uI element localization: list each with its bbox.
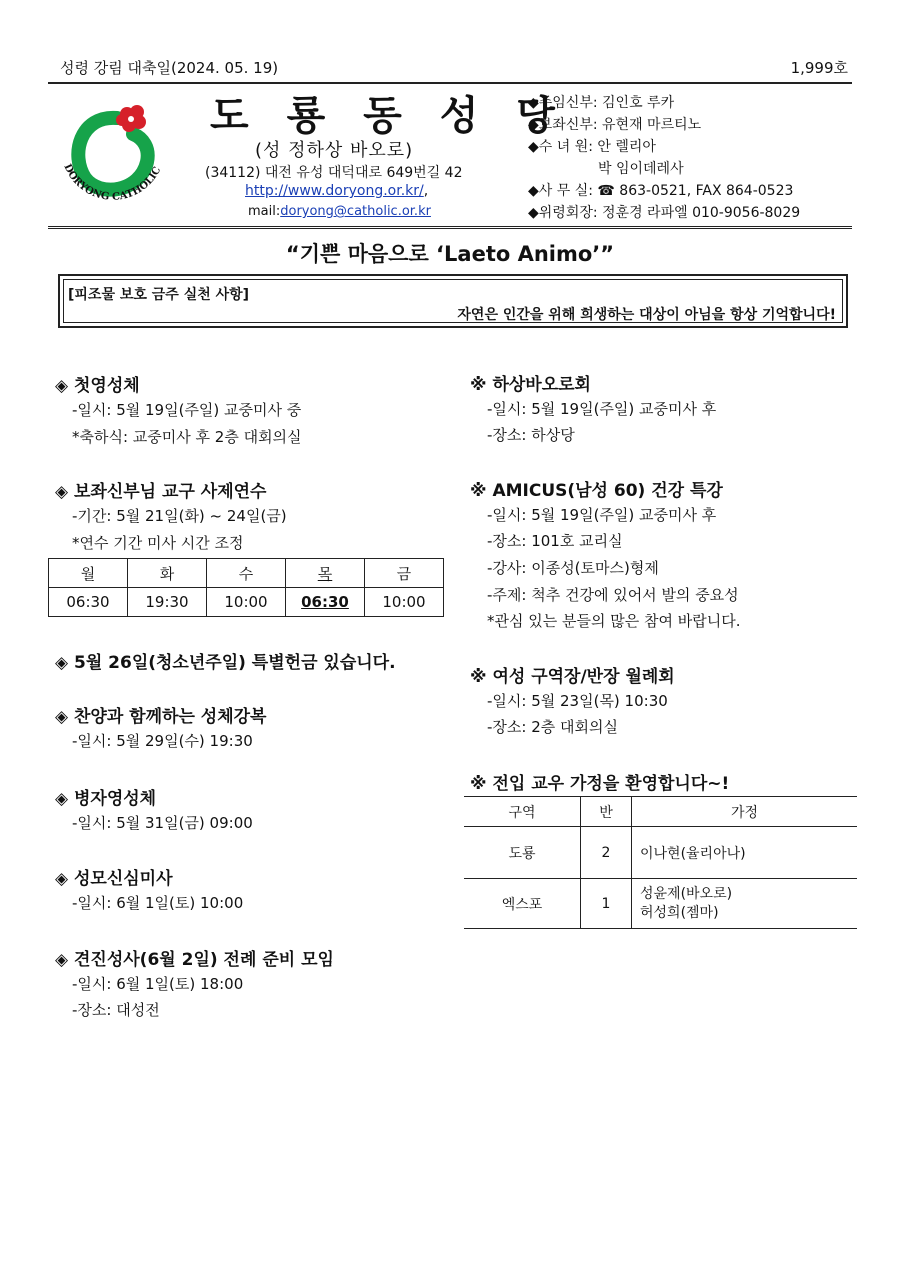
church-address: (34112) 대전 유성 대덕대로 649번길 42 xyxy=(205,165,463,181)
text-line: -강사: 이종성(토마스)형제 xyxy=(487,559,659,577)
section-marian-mass-title: ◈ 성모신심미사 xyxy=(55,869,173,889)
mail-line xyxy=(248,204,431,219)
text-line: -장소: 대성전 xyxy=(72,1001,160,1019)
header-rule-bottom xyxy=(48,226,852,229)
day-cell: 화 xyxy=(128,559,207,588)
text-line: -일시: 5월 19일(주일) 교중미사 후 xyxy=(487,400,717,418)
time-cell: 19:30 xyxy=(128,588,207,617)
new-families-table xyxy=(464,796,857,929)
section-women-leaders-title: ※ 여성 구역장/반장 월례회 xyxy=(470,667,675,687)
staff-line: ◆사 무 실: ☎ 863-0521, FAX 864-0523 xyxy=(528,183,794,199)
text-line: -주제: 척추 건강에 있어서 발의 중요성 xyxy=(487,586,739,604)
family-name: 이나현(율리아나) xyxy=(640,845,746,862)
website-suffix: , xyxy=(423,183,429,199)
mail-link[interactable]: doryong@catholic.or.kr xyxy=(280,204,431,219)
table-row xyxy=(49,588,444,617)
text-line: -일시: 5월 31일(금) 09:00 xyxy=(72,814,253,832)
staff-line: ◆수 녀 원: 안 렐리아 xyxy=(528,139,656,155)
section-confirmation-title: ◈ 견진성사(6월 2일) 전례 준비 모임 xyxy=(55,950,334,970)
text-line: -기간: 5월 21일(화) ~ 24일(금) xyxy=(72,507,287,525)
header-cell: 가정 xyxy=(632,797,858,827)
section-first-communion-title: ◈ 첫영성체 xyxy=(55,376,140,396)
family-name: 허성희(젬마) xyxy=(640,904,719,921)
website-link[interactable]: http://www.doryong.or.kr/ xyxy=(245,183,424,199)
time-cell: 10:00 xyxy=(365,588,444,617)
section-hasang-paul-title: ※ 하상바오로회 xyxy=(470,375,591,395)
text-line: -일시: 6월 1일(토) 10:00 xyxy=(72,894,244,912)
notice-text: 자연은 인간을 위해 희생하는 대상이 아님을 항상 기억합니다! xyxy=(457,307,836,323)
area-cell: 도룡 xyxy=(464,827,581,879)
text-line: -일시: 5월 23일(목) 10:30 xyxy=(487,692,668,710)
svg-text:DORYONG CATHOLIC: DORYONG CATHOLIC xyxy=(61,162,164,203)
day-cell: 금 xyxy=(365,559,444,588)
family-cell xyxy=(632,879,858,929)
website-line xyxy=(245,183,428,199)
text-line: *연수 기간 미사 시간 조정 xyxy=(72,534,244,552)
notice-inner xyxy=(63,279,843,323)
section-benediction-title: ◈ 찬양과 함께하는 성체강복 xyxy=(55,707,267,727)
day-cell: 수 xyxy=(207,559,286,588)
text-line: *관심 있는 분들의 많은 참여 바랍니다. xyxy=(487,612,741,630)
text-line: -일시: 6월 1일(토) 18:00 xyxy=(72,975,244,993)
staff-line: ◆주임신부: 김인호 루카 xyxy=(528,95,675,111)
section-sick-communion-title: ◈ 병자영성체 xyxy=(55,789,157,809)
day-cell: 월 xyxy=(49,559,128,588)
time-cell: 06:30 xyxy=(286,588,365,617)
issue-number: 1,999호 xyxy=(790,59,848,77)
notice-label: [피조물 보호 금주 실천 사항] xyxy=(68,287,250,303)
text-line: -일시: 5월 19일(주일) 교중미사 중 xyxy=(72,401,302,419)
family-cell xyxy=(632,827,858,879)
time-cell: 10:00 xyxy=(207,588,286,617)
header-cell: 구역 xyxy=(464,797,581,827)
text-line: -장소: 하상당 xyxy=(487,426,575,444)
area-cell: 엑스포 xyxy=(464,879,581,929)
church-patron: (성 정하상 바오로) xyxy=(255,140,414,161)
staff-line: ◆보좌신부: 유현재 마르티노 xyxy=(528,117,702,133)
text-line: -일시: 5월 29일(수) 19:30 xyxy=(72,732,253,750)
text-line: -일시: 5월 19일(주일) 교중미사 후 xyxy=(487,506,717,524)
staff-line: 박 임이데레사 xyxy=(528,161,684,177)
day-cell: 목 xyxy=(286,559,365,588)
church-name: 도 룡 동 성 당 xyxy=(210,93,567,139)
section-special-collection-title: ◈ 5월 26일(청소년주일) 특별헌금 있습니다. xyxy=(55,653,396,673)
table-row xyxy=(464,827,857,879)
date-line: 성령 강림 대축일(2024. 05. 19) xyxy=(60,59,279,77)
table-row xyxy=(464,879,857,929)
notice-box xyxy=(58,274,848,328)
motto: “기쁜 마음으로 ‘Laeto Animo’” xyxy=(285,242,615,266)
staff-line: ◆위령회장: 정훈경 라파엘 010-9056-8029 xyxy=(528,205,801,221)
staff-list xyxy=(528,92,800,224)
table-row xyxy=(464,797,857,827)
ban-cell: 2 xyxy=(581,827,632,879)
text-line: *축하식: 교중미사 후 2층 대회의실 xyxy=(72,428,302,446)
table-row xyxy=(49,559,444,588)
section-amicus-title: ※ AMICUS(남성 60) 건강 특강 xyxy=(470,481,723,501)
text-line: -장소: 101호 교리실 xyxy=(487,532,623,550)
family-name: 성윤제(바오로) xyxy=(640,885,733,902)
text-line: -장소: 2층 대회의실 xyxy=(487,718,618,736)
section-welcome-title: ※ 전입 교우 가정을 환영합니다~! xyxy=(470,774,730,794)
time-cell: 06:30 xyxy=(49,588,128,617)
ban-cell: 1 xyxy=(581,879,632,929)
church-logo xyxy=(55,100,170,220)
section-priest-training-title: ◈ 보좌신부님 교구 사제연수 xyxy=(55,482,267,502)
header-cell: 반 xyxy=(581,797,632,827)
mail-label: mail: xyxy=(248,204,281,219)
mass-schedule-table xyxy=(48,558,444,617)
